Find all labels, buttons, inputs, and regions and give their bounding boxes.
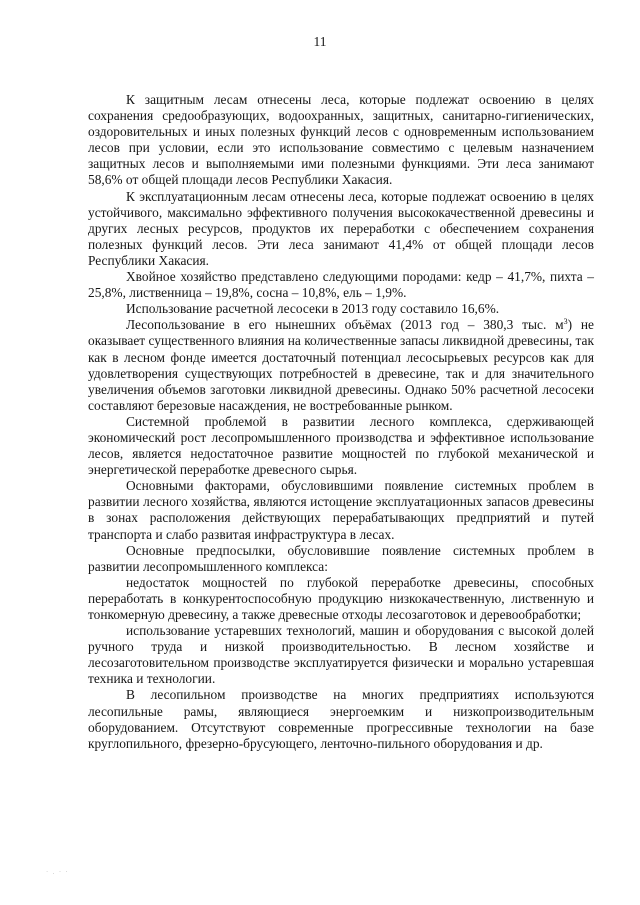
paragraph-allowable-cut-usage: Использование расчетной лесосеки в 2013 году составило 16,6%. — [126, 301, 500, 317]
paragraph-forest-use-volume — [88, 317, 594, 414]
document-body — [88, 92, 594, 752]
paragraph-exploitation-forests: К эксплуатационным лесам отнесены леса, которые подлежат освоению в целях устойчивого, максимально эффективного получения высококачественной древесины и других лесных ресурсов, продуктов их переработки с обеспечением сохранения полезных функций лесов. Эти леса занимают 41,4% от общей площади лесов Республики Хакасия. — [88, 188, 594, 268]
forest-use-text-before: Лесопользование в его нынешних объёмах (2013 год – 380,3 тыс. м — [126, 317, 564, 333]
paragraph-systemic-problem: Системной проблемой в развитии лесного комплекса, сдерживающей экономический рост лесопромышленного производства и эффективное использование лесов, является недостаточное развитие мощностей по глубокой механической и энергетической переработке древесного сырья. — [88, 413, 594, 478]
scan-artifact-mark: · . · · — [46, 868, 69, 876]
cubic-superscript: 3 — [563, 317, 568, 327]
paragraph-conifer-species: Хвойное хозяйство представлено следующими породами: кедр – 41,7%, пихта – 25,8%, лиственница – 19,8%, сосна – 10,8%, ель – 1,9%. — [88, 269, 594, 301]
list-item-processing-capacity: недостаток мощностей по глубокой переработке древесины, способных переработать в конкурентоспособную продукцию низкокачественную, лиственную и тонкомерную древесину, а также древесные отходы лесозаготовок и деревообработки; — [88, 574, 594, 622]
list-item-outdated-technology: использование устаревших технологий, машин и оборудования с высокой долей ручного труда и низкой производительностью. В лесном хозяйстве и лесозаготовительном производстве эксплуатируется физически и морально устаревшая техника и технологии. — [88, 623, 594, 687]
page-number: 11 — [313, 34, 327, 49]
paragraph-protective-forests: К защитным лесам отнесены леса, которые подлежат освоению в целях сохранения средообразующих, водоохранных, защитных, санитарно-гигиенических, оздоровительных и иных полезных функций лесов с одновременным использованием лесов при условии, если это использование совместимо с целевым назначением защитных лесов и выполняемыми ими полезными функциями. Эти леса занимают 58,6% от общей площади лесов Республики Хакасия. — [88, 92, 594, 188]
forest-use-text-after: ) не оказывает существенного влияния на количественные запасы ликвидной древесины, так как в лесном фонде имеется достаточный потенциал лесосырьевых ресурсов как для удовлетворения существующих потребностей в древесине, так и для значительного увеличения объемов заготовки ликвидной древесины. Однако 50% расчетной лесосеки составляют березовые насаждения, не востребованные рынком. — [88, 317, 594, 413]
paragraph-main-factors: Основными факторами, обусловившими появление системных проблем в развитии лесного хозяйства, являются истощение эксплуатационных запасов древесины в зонах расположения действующих перерабатывающих предприятий и путей транспорта и слабо развитая инфраструктура в лесах. — [88, 478, 594, 542]
paragraph-sawmill-production: В лесопильном производстве на многих предприятиях используются лесопильные рамы, являющиеся энергоемким и низкопроизводительным оборудованием. Отсутствуют современные прогрессивные технологии на базе круглопильного, фрезерно-брусующего, ленточно-пильного оборудования и др. — [88, 687, 594, 751]
paragraph-prerequisites: Основные предпосылки, обусловившие появление системных проблем в развитии лесопромышленного комплекса: — [88, 542, 594, 574]
